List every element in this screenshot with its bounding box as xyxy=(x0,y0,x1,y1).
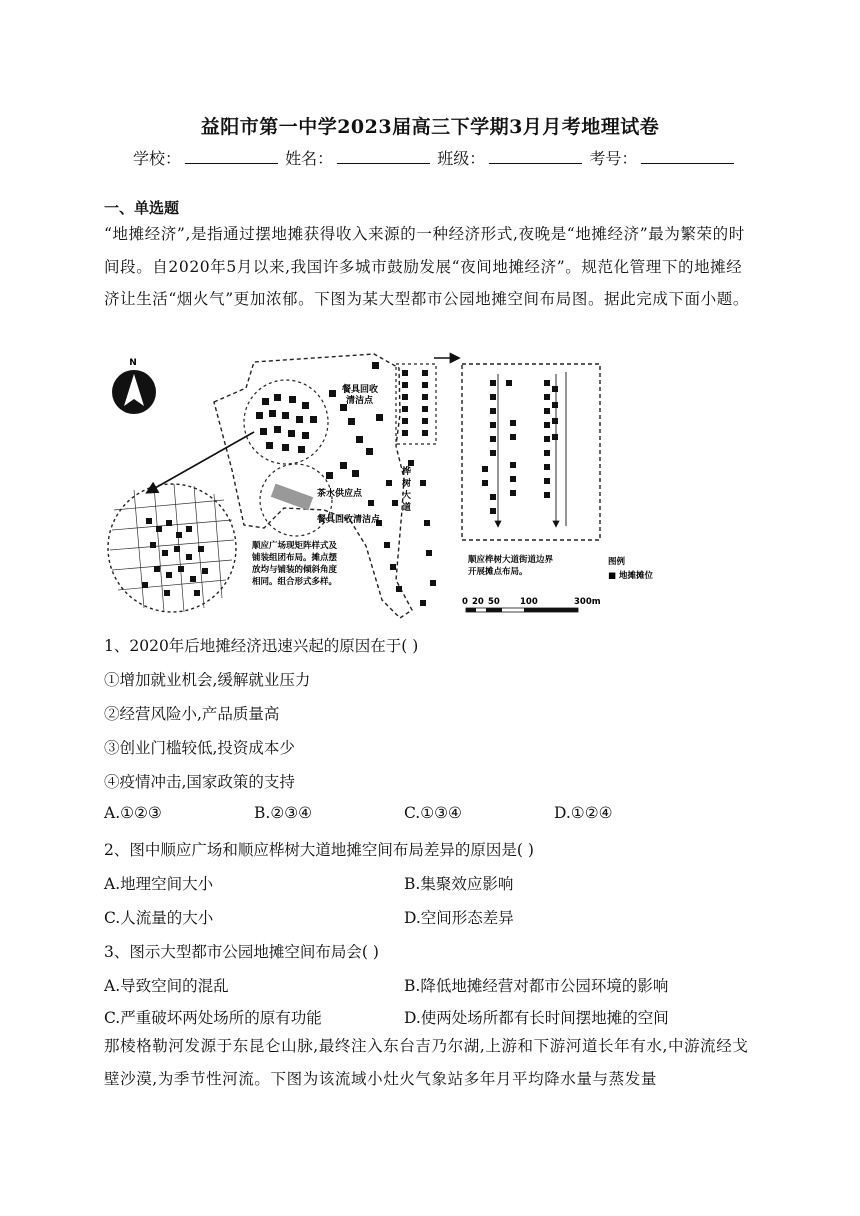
q1-option-a[interactable]: A.①②③ xyxy=(104,804,162,822)
class-label: 班级： xyxy=(437,149,486,168)
q2-option-c[interactable]: C.人流量的大小 xyxy=(104,909,214,927)
q3-option-d[interactable]: D.使两处场所都有长时间摆地摊的空间 xyxy=(404,1009,669,1027)
student-info-row xyxy=(133,146,736,169)
passage-2: 那棱格勒河发源于东昆仑山脉,最终注入东台吉乃尔湖,上游和下游河道长年有水,中游流经戈壁沙漠,为季节性河流。下图为该流域小灶火气象站多年月平均降水量与蒸发量 xyxy=(104,1037,749,1088)
exam-number-blank[interactable] xyxy=(641,149,734,164)
page-title: 益阳市第一中学2023届高三下学期3月月考地理试卷 xyxy=(200,116,660,138)
tableware-label-top: 餐具回收 清洁点 xyxy=(342,385,379,406)
q2-stem: 2、图中顺应广场和顺应桦树大道地摊空间布局差异的原因是( ) xyxy=(104,841,534,859)
legend-title: 图例 xyxy=(608,557,626,567)
north-label: N xyxy=(129,358,137,368)
svg-text:20: 20 xyxy=(472,597,484,607)
passage-1: “地摊经济”,是指通过摆地摊获得收入来源的一种经济形式,夜晚是“地摊经济”最为繁荣的时间段。自2020年5月以来,我国许多城市鼓励发展“夜间地摊经济”。规范化管理下的地摊经济让生活“烟火气”更加浓郁。下图为某大型都市公园地摊空间布局图。据此完成下面小题。 xyxy=(104,225,749,308)
svg-text:50: 50 xyxy=(488,597,500,607)
park-stall-layout-map xyxy=(104,350,664,622)
svg-text:300m: 300m xyxy=(574,597,601,607)
tableware-label-bottom: 餐具回收清洁点 xyxy=(317,515,381,525)
school-label: 学校： xyxy=(133,149,182,168)
q2-option-b[interactable]: B.集聚效应影响 xyxy=(404,875,514,893)
legend-item: ■ 地摊摊位 xyxy=(608,571,653,581)
school-blank[interactable] xyxy=(185,149,278,164)
scale-bar xyxy=(462,597,601,612)
q3-option-c[interactable]: C.严重破坏两处场所的原有功能 xyxy=(104,1009,322,1027)
q2-option-d[interactable]: D.空间形态差异 xyxy=(404,909,514,927)
exam-number-label: 考号： xyxy=(589,149,638,168)
tea-supply-label: 茶水供应点 xyxy=(317,489,363,499)
q3-stem: 3、图示大型都市公园地摊空间布局会( ) xyxy=(104,943,379,961)
q1-statement-1: ①增加就业机会,缓解就业压力 xyxy=(104,671,311,689)
q1-statement-3: ③创业门槛较低,投资成本少 xyxy=(104,739,295,757)
avenue-detail-box xyxy=(462,364,600,540)
q3-option-a[interactable]: A.导致空间的混乱 xyxy=(104,977,229,995)
name-label: 姓名： xyxy=(285,149,334,168)
svg-text:100: 100 xyxy=(520,597,538,607)
q1-statement-4: ④疫情冲击,国家政策的支持 xyxy=(104,773,295,791)
q3-option-b[interactable]: B.降低地摊经营对都市公园环境的影响 xyxy=(404,977,669,995)
name-blank[interactable] xyxy=(337,149,430,164)
avenue-layout-note: 顺应桦树大道街道边界 开展摊点布局。 xyxy=(468,555,554,577)
avenue-detail-stalls xyxy=(482,380,558,514)
class-blank[interactable] xyxy=(489,149,582,164)
q1-statement-2: ②经营风险小,产品质量高 xyxy=(104,705,280,723)
square-layout-note: 顺应广场现矩阵样式及 铺装组团布局。摊点摆 放均与铺装的倾斜角度 相同。组合形式多样。 xyxy=(252,541,338,587)
svg-text:0: 0 xyxy=(462,597,468,607)
q1-option-d[interactable]: D.①②④ xyxy=(554,804,613,822)
q1-stem: 1、2020年后地摊经济迅速兴起的原因在于( ) xyxy=(104,637,419,655)
q1-option-c[interactable]: C.①③④ xyxy=(404,804,462,822)
avenue-label: 桦 树 大 道 xyxy=(402,467,412,513)
q1-option-b[interactable]: B.②③④ xyxy=(254,804,313,822)
square-detail-circle xyxy=(108,484,236,612)
q2-option-a[interactable]: A.地理空间大小 xyxy=(104,875,214,893)
section-heading: 一、单选题 xyxy=(104,199,180,217)
